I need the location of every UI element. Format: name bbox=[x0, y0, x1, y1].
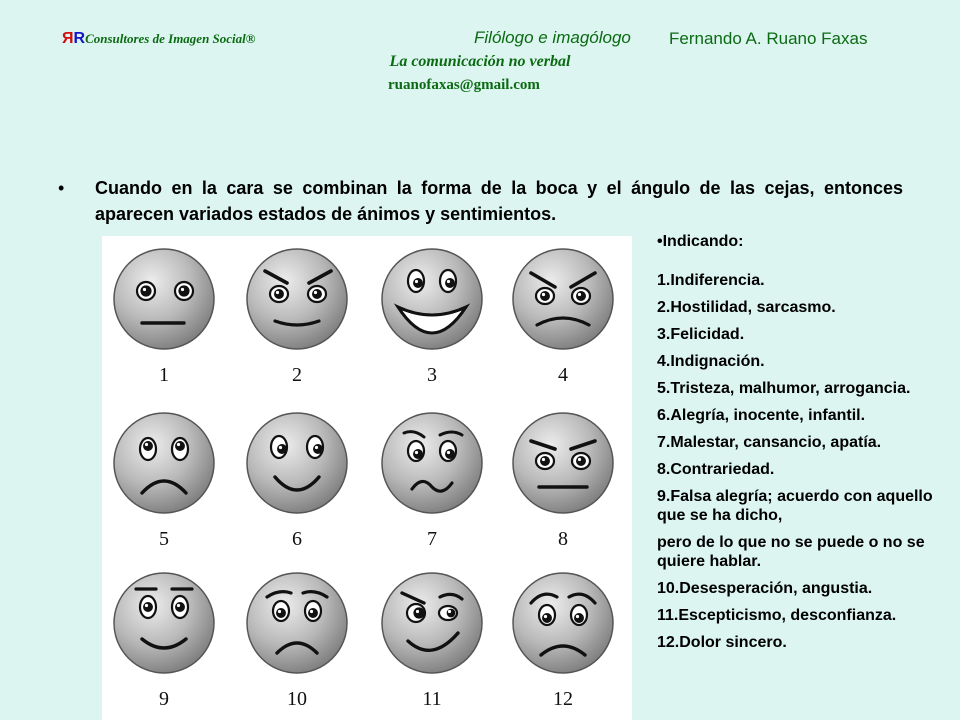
face-circle bbox=[382, 573, 482, 673]
face-2 bbox=[247, 249, 347, 386]
face-circle bbox=[247, 573, 347, 673]
face-7 bbox=[382, 413, 482, 550]
legend-item: 2.Hostilidad, sarcasmo. bbox=[657, 299, 836, 316]
face-circle bbox=[247, 413, 347, 513]
face-circle bbox=[247, 249, 347, 349]
face-circle bbox=[513, 249, 613, 349]
brand-logo bbox=[62, 30, 256, 48]
face-number-label: 1 bbox=[159, 364, 169, 386]
face-number-label: 9 bbox=[159, 688, 169, 710]
face-number-label: 3 bbox=[427, 364, 437, 386]
face-number-label: 8 bbox=[558, 528, 568, 550]
face-number-label: 11 bbox=[422, 688, 442, 710]
face-circle bbox=[382, 413, 482, 513]
legend-title: •Indicando: bbox=[657, 233, 744, 250]
legend-item: 9.Falsa alegría; acuerdo con aquello que se ha dicho, bbox=[657, 488, 933, 524]
legend-item: 10.Desesperación, angustia. bbox=[657, 580, 873, 597]
brand-letter-r-mirrored: Я bbox=[62, 30, 74, 47]
face-3 bbox=[382, 249, 482, 386]
slide-topic: La comunicación no verbal bbox=[389, 53, 571, 70]
brand-letter-r: R bbox=[73, 30, 86, 47]
legend-item: 12.Dolor sincero. bbox=[657, 634, 787, 651]
face-number-label: 4 bbox=[558, 364, 568, 386]
legend-item: 3.Felicidad. bbox=[657, 326, 745, 343]
face-6 bbox=[247, 413, 347, 550]
face-number-label: 2 bbox=[292, 364, 302, 386]
legend-item: 1.Indiferencia. bbox=[657, 272, 765, 289]
face-8 bbox=[513, 413, 613, 550]
legend-panel bbox=[657, 232, 957, 660]
face-5 bbox=[114, 413, 214, 550]
legend-item: 8.Contrariedad. bbox=[657, 461, 775, 478]
legend-item: 11.Escepticismo, desconfianza. bbox=[657, 607, 897, 624]
face-circle bbox=[114, 573, 214, 673]
brand-name: Consultores de Imagen Social® bbox=[85, 31, 256, 46]
face-circle bbox=[114, 249, 214, 349]
face-1 bbox=[114, 249, 214, 386]
face-circle bbox=[513, 413, 613, 513]
author-role: Filólogo e imagólogo bbox=[474, 28, 631, 47]
face-4 bbox=[513, 249, 613, 386]
legend-item: 4.Indignación. bbox=[657, 353, 765, 370]
face-circle bbox=[513, 573, 613, 673]
legend-item: 7.Malestar, cansancio, apatía. bbox=[657, 434, 882, 451]
legend-item: pero de lo que no se puede o no se quiere hablar. bbox=[657, 534, 925, 570]
bullet-icon: • bbox=[58, 178, 65, 198]
face-9 bbox=[114, 573, 214, 710]
face-12 bbox=[513, 573, 613, 710]
face-circle bbox=[114, 413, 214, 513]
author-name: Fernando A. Ruano Faxas bbox=[669, 29, 868, 48]
face-number-label: 6 bbox=[292, 528, 302, 550]
face-number-label: 7 bbox=[427, 528, 437, 550]
legend-item: 6.Alegría, inocente, infantil. bbox=[657, 407, 866, 424]
legend-list bbox=[657, 271, 957, 652]
legend-item: 5.Tristeza, malhumor, arrogancia. bbox=[657, 380, 911, 397]
face-number-label: 10 bbox=[287, 688, 307, 710]
faces-grid bbox=[102, 236, 632, 720]
face-11 bbox=[382, 573, 482, 710]
faces-figure bbox=[102, 236, 632, 720]
intro-paragraph: Cuando en la cara se combinan la forma de la boca y el ángulo de las cejas, entonces aparecen variados estados de ánimos y sentimientos. bbox=[95, 178, 903, 224]
face-10 bbox=[247, 573, 347, 710]
author-email: ruanofaxas@gmail.com bbox=[388, 77, 540, 93]
face-number-label: 12 bbox=[553, 688, 573, 710]
face-number-label: 5 bbox=[159, 528, 169, 550]
